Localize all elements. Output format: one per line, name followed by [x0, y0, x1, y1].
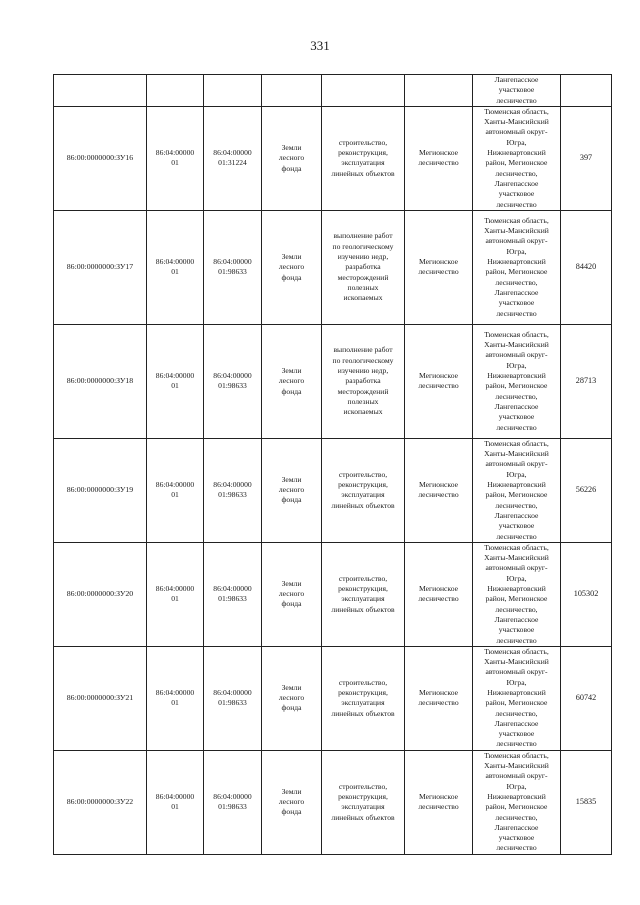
cell-category — [262, 210, 322, 324]
cell-location — [473, 210, 561, 324]
location-line: Нижневартовский — [487, 371, 546, 381]
category-line: Земли — [281, 142, 302, 152]
use-line: эксплуатация — [341, 490, 385, 500]
location-line: Югра, — [506, 469, 527, 479]
forestry-line: Мегионское — [419, 791, 458, 801]
quarter-line: 01 — [171, 802, 179, 812]
location-line: автономный округ- — [485, 771, 548, 781]
quarter-line: 86:04:00000 — [155, 791, 195, 801]
cell-quarter — [147, 75, 204, 107]
use-line: реконструкция, — [338, 584, 388, 594]
location-line: Ханты-Мансийский — [484, 226, 549, 236]
cell-location — [473, 542, 561, 646]
cell-use — [322, 75, 405, 107]
cell-location — [473, 106, 561, 210]
use-line: эксплуатация — [341, 802, 385, 812]
cell-area — [561, 75, 612, 107]
cell-category — [262, 750, 322, 854]
use-line: реконструкция, — [338, 791, 388, 801]
location-line: участковое — [498, 833, 535, 843]
use-line: эксплуатация — [341, 698, 385, 708]
location-line: автономный округ- — [485, 350, 548, 360]
location-line: Лангепасское — [494, 822, 539, 832]
cell-id: 86:00:0000000:ЗУ17 — [54, 210, 147, 324]
use-line: линейных объектов — [331, 168, 395, 178]
location-line: участковое — [498, 625, 535, 635]
category-line: фонда — [281, 599, 302, 609]
location-line: Югра, — [506, 137, 527, 147]
parent-line: 01:98633 — [218, 698, 247, 708]
use-line: выполнение работ — [333, 345, 393, 355]
use-line: месторождений — [337, 272, 389, 282]
cell-area: 56226 — [561, 438, 612, 542]
land-plot-table — [53, 74, 612, 855]
table-row — [54, 106, 612, 210]
cell-forestry — [405, 324, 473, 438]
cell-category — [262, 324, 322, 438]
location-line: Тюменская область, — [484, 646, 549, 656]
location-line: участковое — [498, 85, 535, 95]
location-line: лесничество — [496, 308, 537, 318]
location-line: Югра, — [506, 677, 527, 687]
use-line: разработка — [345, 262, 381, 272]
cell-area: 15835 — [561, 750, 612, 854]
location-line: Тюменская область, — [484, 329, 549, 339]
category-line: фонда — [281, 163, 302, 173]
location-line: лесничество — [496, 199, 537, 209]
category-line: фонда — [281, 386, 302, 396]
cell-category — [262, 75, 322, 107]
cell-quarter — [147, 324, 204, 438]
use-line: месторождений — [337, 386, 389, 396]
location-line: автономный округ- — [485, 667, 548, 677]
cell-area: 105302 — [561, 542, 612, 646]
cell-id: 86:00:0000000:ЗУ19 — [54, 438, 147, 542]
location-line: автономный округ- — [485, 127, 548, 137]
cell-area: 397 — [561, 106, 612, 210]
location-line: Лангепасское — [494, 614, 539, 624]
category-line: лесного — [278, 797, 305, 807]
location-line: Нижневартовский — [487, 148, 546, 158]
cell-parent — [204, 106, 262, 210]
use-line: разработка — [345, 376, 381, 386]
cell-use — [322, 438, 405, 542]
category-line: фонда — [281, 807, 302, 817]
quarter-line: 86:04:00000 — [155, 687, 195, 697]
use-line: линейных объектов — [331, 604, 395, 614]
cell-id: 86:00:0000000:ЗУ20 — [54, 542, 147, 646]
location-line: лесничество, — [495, 277, 538, 287]
cell-id: 86:00:0000000:ЗУ21 — [54, 646, 147, 750]
quarter-line: 01 — [171, 267, 179, 277]
location-line: лесничество — [496, 422, 537, 432]
location-line: лесничество — [496, 531, 537, 541]
forestry-line: Мегионское — [419, 480, 458, 490]
cell-forestry — [405, 106, 473, 210]
location-line: лесничество — [496, 635, 537, 645]
location-line: Югра, — [506, 246, 527, 256]
cell-quarter — [147, 646, 204, 750]
quarter-line: 86:04:00000 — [155, 148, 195, 158]
category-line: Земли — [281, 786, 302, 796]
cell-id: 86:00:0000000:ЗУ18 — [54, 324, 147, 438]
cell-quarter — [147, 750, 204, 854]
table-row — [54, 646, 612, 750]
use-line: ископаемых — [343, 293, 383, 303]
cell-category — [262, 106, 322, 210]
location-line: Лангепасское — [494, 75, 539, 84]
location-line: лесничество, — [495, 391, 538, 401]
forestry-line: Мегионское — [419, 584, 458, 594]
use-line: реконструкция, — [338, 480, 388, 490]
location-line: автономный округ- — [485, 236, 548, 246]
location-line: район, Мегионское — [485, 381, 548, 391]
cell-id: 86:00:0000000:ЗУ16 — [54, 106, 147, 210]
cell-parent — [204, 750, 262, 854]
location-line: участковое — [498, 729, 535, 739]
cell-location — [473, 646, 561, 750]
parent-line: 86:04:00000 — [213, 480, 252, 490]
cell-location — [473, 75, 561, 107]
parent-line: 86:04:00000 — [213, 791, 252, 801]
category-line: фонда — [281, 703, 302, 713]
cell-use — [322, 646, 405, 750]
location-line: лесничество, — [495, 500, 538, 510]
location-line: Нижневартовский — [487, 687, 546, 697]
cell-forestry — [405, 542, 473, 646]
category-line: Земли — [281, 365, 302, 375]
category-line: лесного — [278, 153, 305, 163]
location-line: Тюменская область, — [484, 215, 549, 225]
category-line: лесного — [278, 376, 305, 386]
cell-category — [262, 542, 322, 646]
location-line: лесничество — [496, 739, 537, 749]
location-line: Нижневартовский — [487, 791, 546, 801]
use-line: линейных объектов — [331, 812, 395, 822]
category-line: Земли — [281, 682, 302, 692]
location-line: лесничество, — [495, 604, 538, 614]
forestry-line: Мегионское — [419, 371, 458, 381]
table-row-continued — [54, 75, 612, 107]
forestry-line: лесничество — [418, 802, 459, 812]
quarter-line: 86:04:00000 — [155, 480, 195, 490]
location-line: участковое — [498, 189, 535, 199]
table-row — [54, 542, 612, 646]
cell-parent — [204, 324, 262, 438]
category-line: лесного — [278, 589, 305, 599]
use-line: изучению недр, — [337, 365, 389, 375]
location-line: Лангепасское — [494, 178, 539, 188]
cell-forestry — [405, 210, 473, 324]
cell-parent — [204, 646, 262, 750]
location-line: район, Мегионское — [485, 802, 548, 812]
location-line: участковое — [498, 298, 535, 308]
forestry-line: лесничество — [418, 594, 459, 604]
location-line: Тюменская область, — [484, 438, 549, 448]
location-line: автономный округ- — [485, 459, 548, 469]
location-line: лесничество — [496, 95, 537, 105]
location-line: автономный округ- — [485, 563, 548, 573]
location-line: лесничество, — [495, 812, 538, 822]
forestry-line: Мегионское — [419, 148, 458, 158]
table-row — [54, 210, 612, 324]
use-line: выполнение работ — [333, 231, 393, 241]
parent-line: 01:98633 — [218, 802, 247, 812]
cell-location — [473, 750, 561, 854]
quarter-line: 01 — [171, 381, 179, 391]
use-line: строительство, — [338, 573, 388, 583]
use-line: по геологическому — [332, 355, 394, 365]
location-line: Нижневартовский — [487, 480, 546, 490]
use-line: строительство, — [338, 781, 388, 791]
table-row — [54, 750, 612, 854]
use-line: по геологическому — [332, 241, 394, 251]
parent-line: 86:04:00000 — [213, 687, 252, 697]
location-line: Лангепасское — [494, 718, 539, 728]
location-line: район, Мегионское — [485, 698, 548, 708]
cell-use — [322, 542, 405, 646]
cell-category — [262, 438, 322, 542]
quarter-line: 01 — [171, 594, 179, 604]
location-line: участковое — [498, 521, 535, 531]
location-line: лесничество, — [495, 168, 538, 178]
category-line: Земли — [281, 474, 302, 484]
category-line: лесного — [278, 693, 305, 703]
location-line: район, Мегионское — [485, 158, 548, 168]
parent-line: 86:04:00000 — [213, 257, 252, 267]
location-line: Югра, — [506, 573, 527, 583]
location-line: район, Мегионское — [485, 267, 548, 277]
use-line: полезных — [347, 396, 379, 406]
cell-use — [322, 106, 405, 210]
location-line: Тюменская область, — [484, 106, 549, 116]
quarter-line: 01 — [171, 490, 179, 500]
use-line: реконструкция, — [338, 148, 388, 158]
parent-line: 01:98633 — [218, 490, 247, 500]
category-line: Земли — [281, 578, 302, 588]
cell-area: 28713 — [561, 324, 612, 438]
location-line: лесничество — [496, 843, 537, 853]
parent-line: 01:98633 — [218, 594, 247, 604]
location-line: Тюменская область, — [484, 542, 549, 552]
cell-id — [54, 75, 147, 107]
location-line: Ханты-Мансийский — [484, 340, 549, 350]
parent-line: 86:04:00000 — [213, 148, 252, 158]
cell-forestry — [405, 750, 473, 854]
parent-line: 86:04:00000 — [213, 584, 252, 594]
location-line: Лангепасское — [494, 510, 539, 520]
cell-location — [473, 438, 561, 542]
forestry-line: Мегионское — [419, 257, 458, 267]
location-line: Ханты-Мансийский — [484, 761, 549, 771]
use-line: строительство, — [338, 137, 388, 147]
location-line: Лангепасское — [494, 287, 539, 297]
cell-parent — [204, 438, 262, 542]
location-line: Лангепасское — [494, 401, 539, 411]
category-line: лесного — [278, 262, 305, 272]
cell-quarter — [147, 106, 204, 210]
page-number: 331 — [310, 38, 330, 53]
location-line: район, Мегионское — [485, 490, 548, 500]
use-line: реконструкция, — [338, 687, 388, 697]
cell-forestry — [405, 75, 473, 107]
use-line: линейных объектов — [331, 500, 395, 510]
location-line: Югра, — [506, 781, 527, 791]
quarter-line: 01 — [171, 698, 179, 708]
use-line: линейных объектов — [331, 708, 395, 718]
use-line: изучению недр, — [337, 251, 389, 261]
cell-quarter — [147, 438, 204, 542]
location-line: Ханты-Мансийский — [484, 449, 549, 459]
forestry-line: лесничество — [418, 698, 459, 708]
location-line: Югра, — [506, 360, 527, 370]
cell-location — [473, 324, 561, 438]
cell-id: 86:00:0000000:ЗУ22 — [54, 750, 147, 854]
forestry-line: лесничество — [418, 267, 459, 277]
location-line: лесничество, — [495, 708, 538, 718]
cell-quarter — [147, 542, 204, 646]
cell-use — [322, 750, 405, 854]
cell-parent — [204, 75, 262, 107]
cell-use — [322, 324, 405, 438]
cell-parent — [204, 210, 262, 324]
category-line: фонда — [281, 272, 302, 282]
cell-parent — [204, 542, 262, 646]
table-row — [54, 324, 612, 438]
location-line: Нижневартовский — [487, 257, 546, 267]
cell-forestry — [405, 438, 473, 542]
location-line: Тюменская область, — [484, 750, 549, 760]
forestry-line: лесничество — [418, 381, 459, 391]
parent-line: 01:98633 — [218, 381, 247, 391]
use-line: эксплуатация — [341, 594, 385, 604]
cell-use — [322, 210, 405, 324]
category-line: Земли — [281, 251, 302, 261]
location-line: Ханты-Мансийский — [484, 117, 549, 127]
table-body — [54, 75, 612, 855]
use-line: полезных — [347, 282, 379, 292]
parent-line: 01:31224 — [218, 158, 247, 168]
location-line: участковое — [498, 412, 535, 422]
quarter-line: 01 — [171, 158, 179, 168]
location-line: Нижневартовский — [487, 584, 546, 594]
location-line: Ханты-Мансийский — [484, 553, 549, 563]
cell-category — [262, 646, 322, 750]
use-line: строительство, — [338, 677, 388, 687]
use-line: эксплуатация — [341, 158, 385, 168]
forestry-line: лесничество — [418, 490, 459, 500]
parent-line: 01:98633 — [218, 267, 247, 277]
quarter-line: 86:04:00000 — [155, 584, 195, 594]
location-line: район, Мегионское — [485, 594, 548, 604]
forestry-line: лесничество — [418, 158, 459, 168]
cell-quarter — [147, 210, 204, 324]
use-line: строительство, — [338, 469, 388, 479]
cell-area: 84420 — [561, 210, 612, 324]
quarter-line: 86:04:00000 — [155, 257, 195, 267]
category-line: фонда — [281, 495, 302, 505]
cell-forestry — [405, 646, 473, 750]
use-line: ископаемых — [343, 407, 383, 417]
forestry-line: Мегионское — [419, 687, 458, 697]
category-line: лесного — [278, 485, 305, 495]
table-row — [54, 438, 612, 542]
cell-area: 60742 — [561, 646, 612, 750]
parent-line: 86:04:00000 — [213, 371, 252, 381]
location-line: Ханты-Мансийский — [484, 657, 549, 667]
quarter-line: 86:04:00000 — [155, 371, 195, 381]
